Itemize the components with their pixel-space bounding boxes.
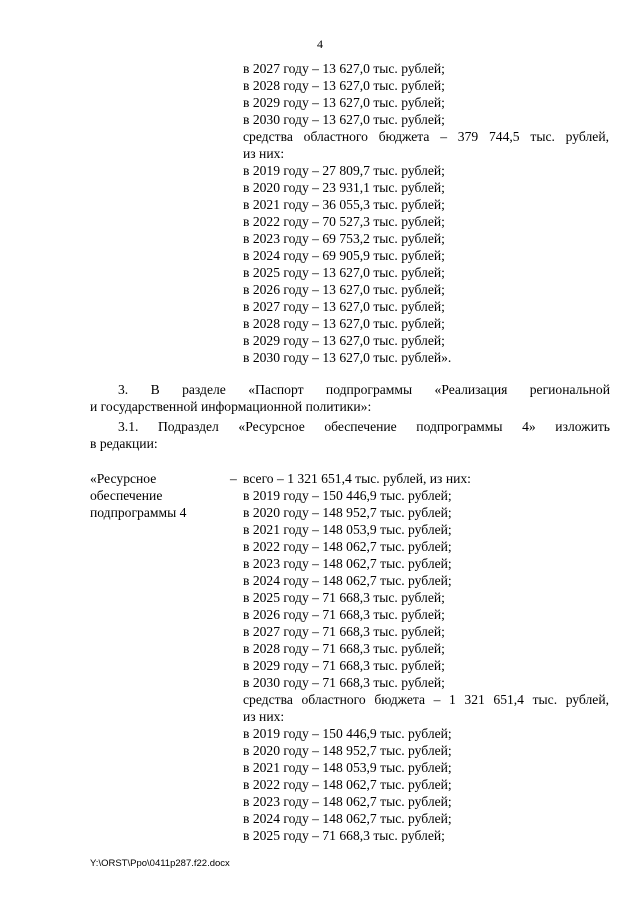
funding-line: в 2030 году – 71 668,3 тыс. рублей; bbox=[243, 675, 445, 690]
page-number: 4 bbox=[317, 37, 323, 51]
funding-line: в 2026 году – 71 668,3 тыс. рублей; bbox=[243, 607, 445, 622]
funding-line: средства областного бюджета – 1 321 651,4 тыс. рублей, bbox=[243, 692, 609, 707]
funding-line: в 2030 году – 13 627,0 тыс. рублей». bbox=[243, 350, 452, 365]
funding-line: в 2019 году – 150 446,9 тыс. рублей; bbox=[243, 488, 452, 503]
funding-line: в 2025 году – 13 627,0 тыс. рублей; bbox=[243, 265, 445, 280]
item-3-1-paragraph bbox=[90, 418, 610, 452]
file-path-footer: Y:\ORST\Ppo\0411p287.f22.docx bbox=[90, 858, 230, 869]
funding-line: в 2030 году – 13 627,0 тыс. рублей; bbox=[243, 112, 445, 127]
item-3-1-line: в редакции: bbox=[90, 436, 158, 451]
label-line: обеспечение bbox=[90, 488, 163, 503]
funding-line: в 2025 году – 71 668,3 тыс. рублей; bbox=[243, 590, 445, 605]
funding-line: средства областного бюджета – 379 744,5 тыс. рублей, bbox=[243, 129, 609, 144]
funding-line: в 2021 году – 148 053,9 тыс. рублей; bbox=[243, 760, 452, 775]
bottom-funding-block bbox=[243, 470, 609, 844]
funding-line: в 2020 году – 23 931,1 тыс. рублей; bbox=[243, 180, 445, 195]
funding-line: в 2019 году – 27 809,7 тыс. рублей; bbox=[243, 163, 445, 178]
label-line: подпрограммы 4 bbox=[90, 505, 187, 520]
funding-line: в 2023 году – 148 062,7 тыс. рублей; bbox=[243, 794, 452, 809]
funding-line: в 2024 году – 148 062,7 тыс. рублей; bbox=[243, 811, 452, 826]
label-line: «Ресурсное bbox=[90, 471, 157, 486]
top-funding-block bbox=[243, 60, 609, 366]
funding-line: в 2028 году – 13 627,0 тыс. рублей; bbox=[243, 316, 445, 331]
funding-line: в 2019 году – 150 446,9 тыс. рублей; bbox=[243, 726, 452, 741]
funding-line: в 2026 году – 13 627,0 тыс. рублей; bbox=[243, 282, 445, 297]
funding-line: в 2022 году – 148 062,7 тыс. рублей; bbox=[243, 777, 452, 792]
label-dash: – bbox=[230, 471, 237, 486]
item-3-line: и государственной информационной политики»: bbox=[90, 399, 372, 414]
funding-line: в 2027 году – 13 627,0 тыс. рублей; bbox=[243, 299, 445, 314]
funding-line: в 2024 году – 69 905,9 тыс. рублей; bbox=[243, 248, 445, 263]
item-3-1-line: 3.1. Подраздел «Ресурсное обеспечение подпрограммы 4» изложить bbox=[118, 419, 610, 434]
funding-line: в 2029 году – 13 627,0 тыс. рублей; bbox=[243, 95, 445, 110]
funding-line: в 2022 году – 70 527,3 тыс. рублей; bbox=[243, 214, 445, 229]
funding-line: в 2024 году – 148 062,7 тыс. рублей; bbox=[243, 573, 452, 588]
funding-line: в 2021 году – 148 053,9 тыс. рублей; bbox=[243, 522, 452, 537]
funding-line: в 2020 году – 148 952,7 тыс. рублей; bbox=[243, 505, 452, 520]
funding-line: в 2025 году – 71 668,3 тыс. рублей; bbox=[243, 828, 445, 843]
funding-line: в 2023 году – 69 753,2 тыс. рублей; bbox=[243, 231, 445, 246]
funding-line: всего – 1 321 651,4 тыс. рублей, из них: bbox=[243, 471, 471, 486]
item-3-paragraph bbox=[90, 381, 610, 415]
funding-line: в 2020 году – 148 952,7 тыс. рублей; bbox=[243, 743, 452, 758]
funding-line: в 2029 году – 71 668,3 тыс. рублей; bbox=[243, 658, 445, 673]
funding-line: в 2023 году – 148 062,7 тыс. рублей; bbox=[243, 556, 452, 571]
funding-line: в 2028 году – 71 668,3 тыс. рублей; bbox=[243, 641, 445, 656]
resource-label bbox=[90, 470, 240, 521]
funding-line: в 2027 году – 71 668,3 тыс. рублей; bbox=[243, 624, 445, 639]
funding-line: из них: bbox=[243, 709, 285, 724]
funding-line: в 2029 году – 13 627,0 тыс. рублей; bbox=[243, 333, 445, 348]
item-3-line: 3. В разделе «Паспорт подпрограммы «Реализация региональной bbox=[118, 382, 610, 397]
funding-line: в 2028 году – 13 627,0 тыс. рублей; bbox=[243, 78, 445, 93]
funding-line: из них: bbox=[243, 146, 285, 161]
funding-line: в 2021 году – 36 055,3 тыс. рублей; bbox=[243, 197, 445, 212]
funding-line: в 2022 году – 148 062,7 тыс. рублей; bbox=[243, 539, 452, 554]
funding-line: в 2027 году – 13 627,0 тыс. рублей; bbox=[243, 61, 445, 76]
